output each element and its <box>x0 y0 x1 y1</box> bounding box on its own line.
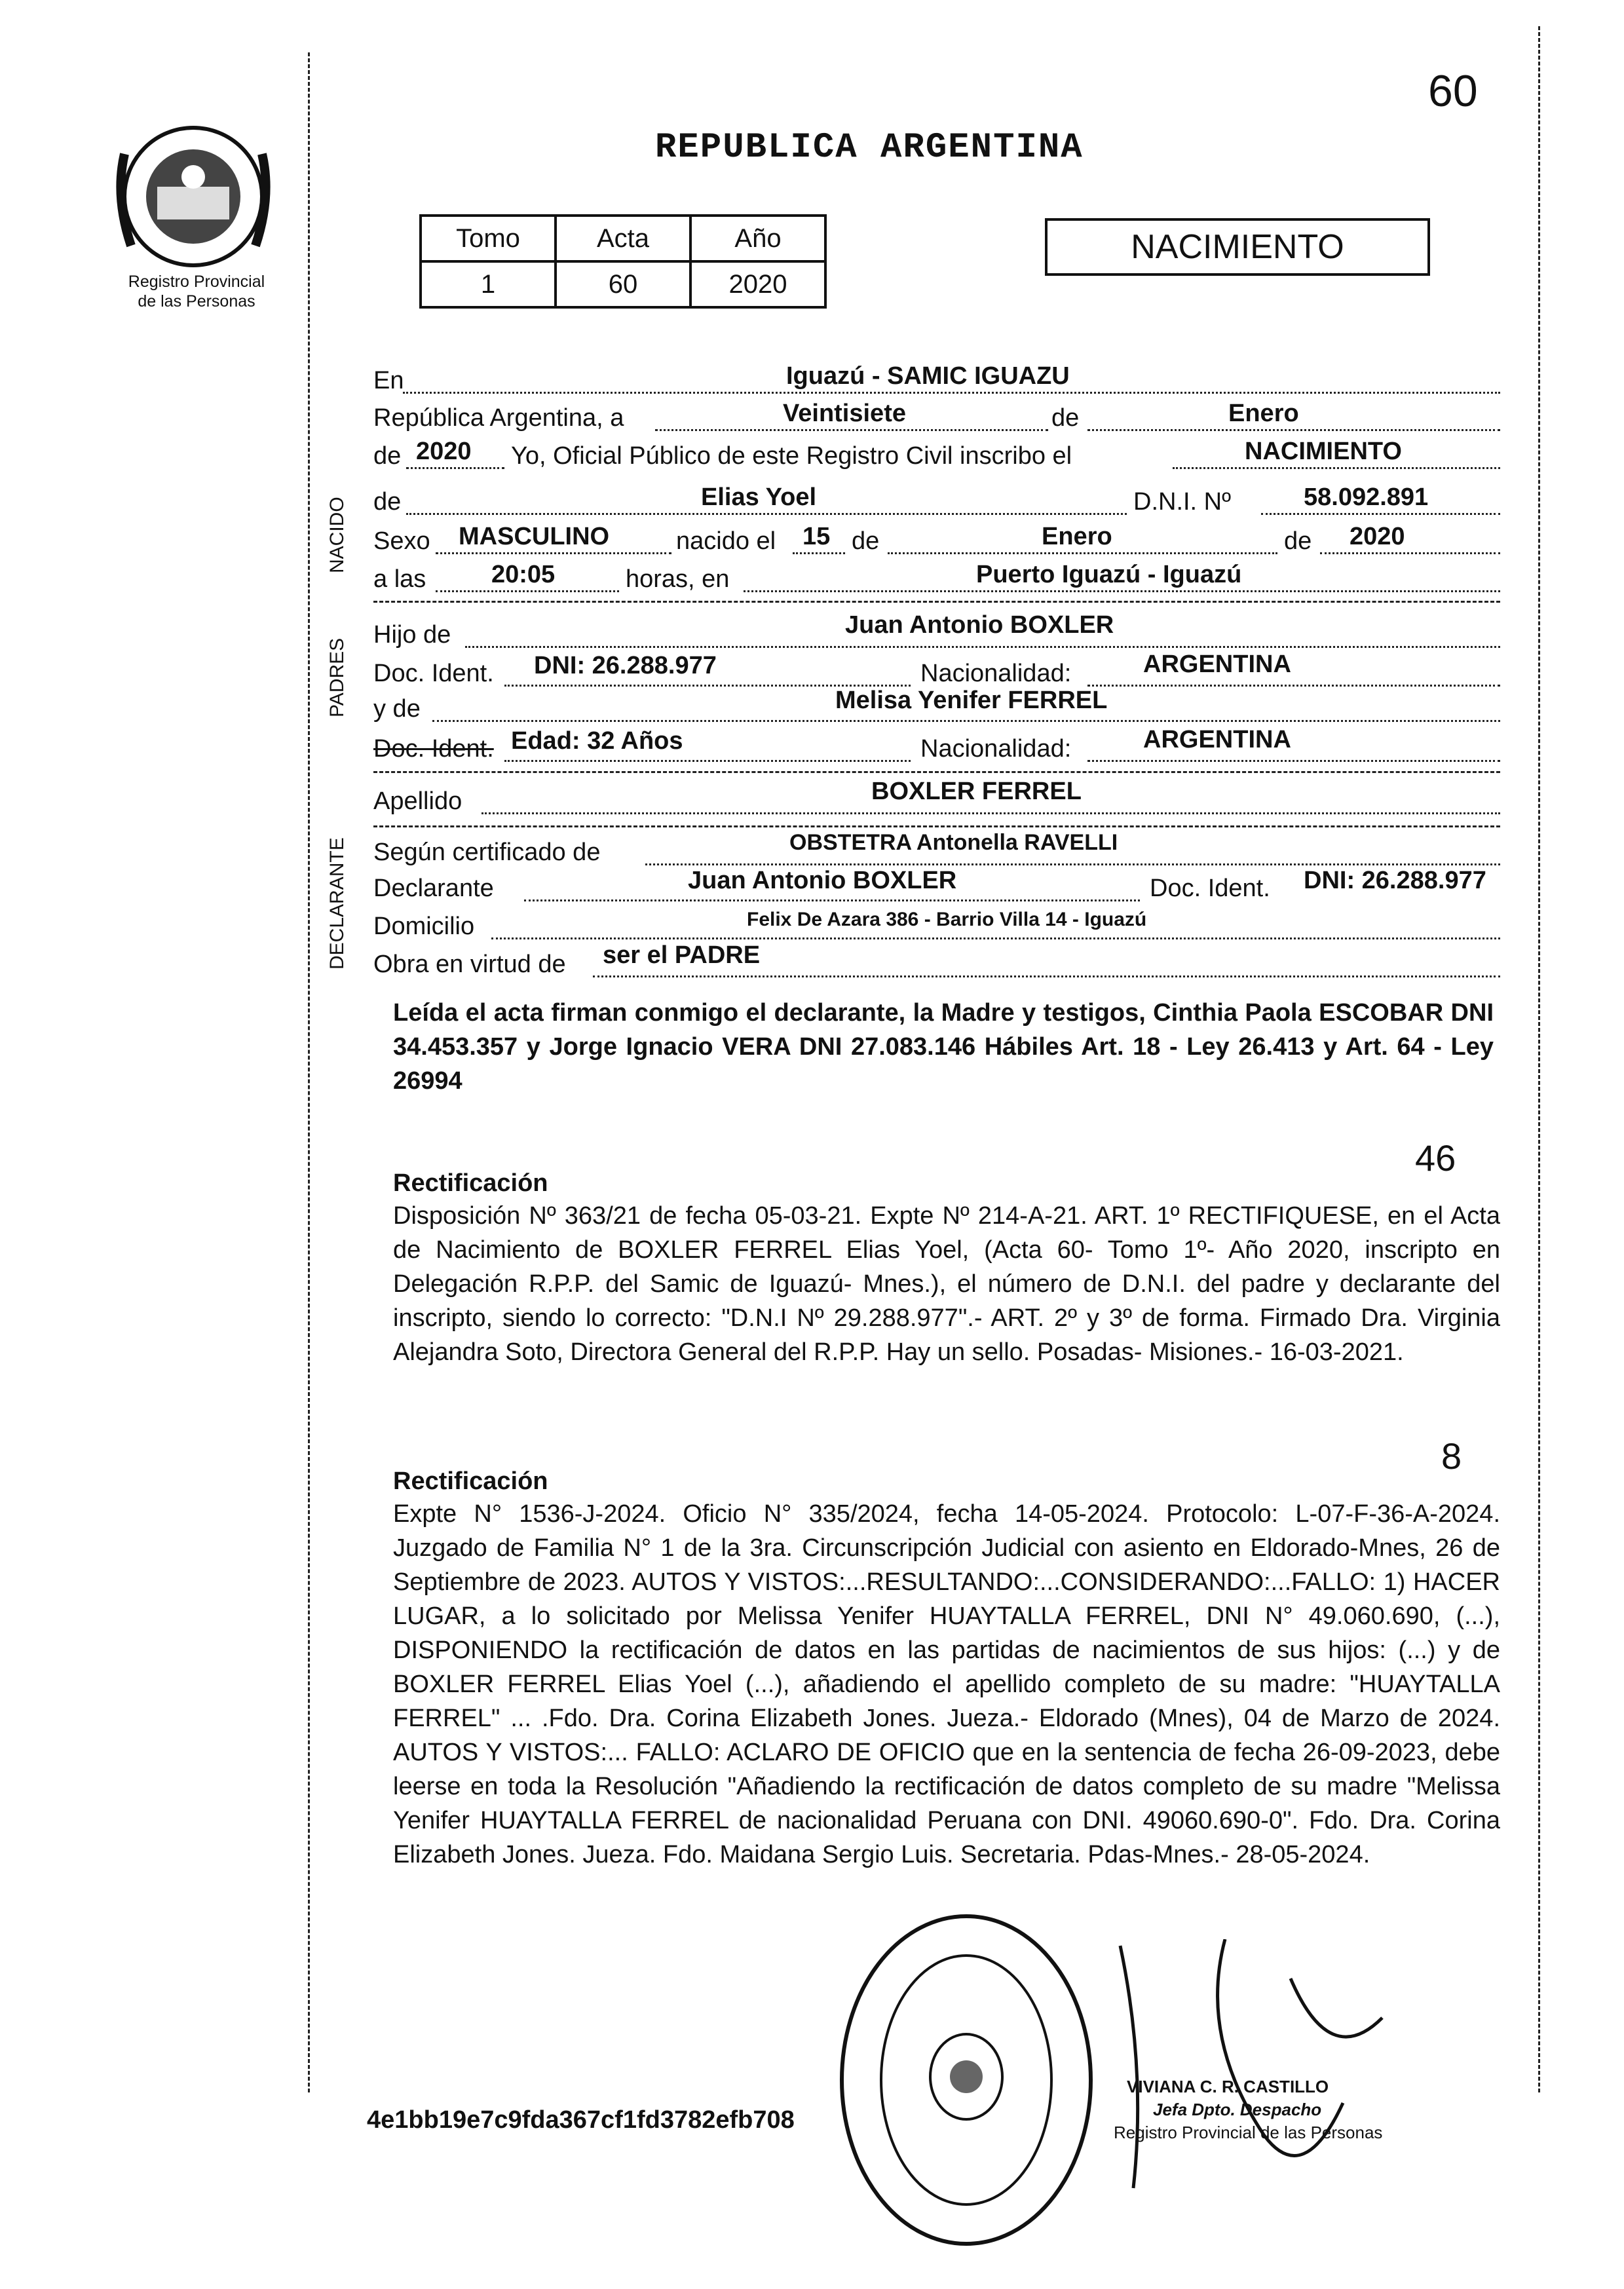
value-lugar-nac: Puerto Iguazú - Iguazú <box>976 561 1242 588</box>
record-type-box: NACIMIENTO <box>1045 218 1430 276</box>
value-dni: 58.092.891 <box>1304 483 1429 511</box>
value-hora: 20:05 <box>491 561 556 588</box>
label-doc-ident: Doc. Ident. <box>373 660 494 687</box>
dotline <box>524 899 1140 901</box>
value-mes: Enero <box>1228 400 1299 427</box>
label-de-name: de <box>373 488 402 516</box>
value-madre: Melisa Yenifer FERREL <box>835 687 1108 714</box>
value-madre-nac: ARGENTINA <box>1143 726 1291 753</box>
value-madre-edad: Edad: 32 Años <box>511 727 683 755</box>
note2-number: 8 <box>1441 1435 1462 1477</box>
label-apellido: Apellido <box>373 787 463 815</box>
value-tomo: 1 <box>421 261 556 307</box>
stamp-line2: Jefa Dpto. Despacho <box>1153 2100 1322 2119</box>
dotline <box>593 975 1500 977</box>
header-anio: Año <box>690 216 825 261</box>
label-republica: República Argentina, a <box>373 404 624 432</box>
dotline <box>504 760 911 762</box>
value-nac-mes: Enero <box>1042 523 1112 550</box>
label-nacido: nacido el <box>676 527 776 555</box>
label-de2: de <box>373 442 402 470</box>
label-hijo-de: Hijo de <box>373 621 451 649</box>
header-acta: Acta <box>556 216 690 261</box>
official-seal-icon <box>822 1900 1110 2260</box>
value-declarante-doc: DNI: 26.288.977 <box>1304 867 1486 894</box>
value-certificado: OBSTETRA Antonella RAVELLI <box>789 830 1118 855</box>
label-nacionalidad2: Nacionalidad: <box>920 735 1072 763</box>
value-nombre: Elias Yoel <box>701 483 817 511</box>
stamp-line1: VIVIANA C. R. CASTILLO <box>1127 2077 1329 2096</box>
value-acta: 60 <box>556 261 690 307</box>
section-separator <box>373 601 1500 603</box>
registry-caption <box>98 272 295 311</box>
label-obra: Obra en virtud de <box>373 951 566 978</box>
dotline <box>1087 685 1500 687</box>
label-de-m: de <box>852 527 880 555</box>
side-label-declarante: DECLARANTE <box>326 837 348 970</box>
value-lugar: Iguazú - SAMIC IGUAZU <box>786 362 1070 390</box>
registry-line1: Registro Provincial <box>128 273 265 291</box>
header-tomo: Tomo <box>421 216 556 261</box>
side-label-padres: PADRES <box>326 637 348 717</box>
note1-title: Rectificación <box>393 1169 548 1197</box>
label-yo: Yo, Oficial Público de este Registro Civil inscribo el <box>511 442 1072 470</box>
label-doc-ident2: Doc. Ident. <box>1150 875 1270 902</box>
dotline <box>1087 760 1500 762</box>
country-title: REPUBLICA ARGENTINA <box>655 128 1084 168</box>
dotline <box>465 646 1500 648</box>
stamp-line3: Registro Provincial de las Personas <box>1114 2123 1383 2142</box>
label-horas: horas, en <box>626 565 730 593</box>
label-a-las: a las <box>373 565 426 593</box>
label-declarante: Declarante <box>373 875 494 902</box>
value-obra: ser el PADRE <box>603 941 761 969</box>
label-domicilio: Domicilio <box>373 913 475 940</box>
value-apellido: BOXLER FERREL <box>871 778 1082 805</box>
signature-icon <box>1094 1939 1422 2195</box>
value-anio: 2020 <box>690 261 825 307</box>
label-dni: D.N.I. Nº <box>1133 488 1231 516</box>
right-fold-line <box>1538 26 1545 2092</box>
note2-title: Rectificación <box>393 1467 548 1495</box>
label-y-de: y de <box>373 695 421 723</box>
value-nac-anio: 2020 <box>1350 523 1405 550</box>
value-padre: Juan Antonio BOXLER <box>845 611 1114 639</box>
registry-line2: de las Personas <box>138 292 255 311</box>
dotline <box>432 720 1500 722</box>
value-sexo: MASCULINO <box>459 523 610 550</box>
label-doc-ident-struck: Doc. Ident. <box>373 735 494 763</box>
label-de-y: de <box>1284 527 1312 555</box>
value-declarante: Juan Antonio BOXLER <box>688 867 957 894</box>
label-de: de <box>1051 404 1080 432</box>
label-nacionalidad: Nacionalidad: <box>920 660 1072 687</box>
label-segun: Según certificado de <box>373 839 601 866</box>
value-dia: Veintisiete <box>783 400 906 427</box>
label-sexo: Sexo <box>373 527 430 555</box>
dotline <box>482 812 1500 814</box>
closing-statement: Leída el acta firman conmigo el declarante, la Madre y testigos, Cinthia Paola ESCOBAR DNI 34.453.357 y Jorge Ignacio VERA DNI 27.083.146 Hábiles Art. 18 - Ley 26.413 y Art. 64 - Ley 26994 <box>393 999 1494 1095</box>
section-separator <box>373 771 1500 773</box>
value-domicilio: Felix De Azara 386 - Barrio Villa 14 - Iguazú <box>747 909 1147 930</box>
province-logo-icon <box>111 115 275 278</box>
note1-number: 46 <box>1415 1137 1456 1179</box>
value-nac-dia: 15 <box>803 523 831 550</box>
dotline <box>1320 552 1500 554</box>
page-number: 60 <box>1428 66 1478 116</box>
note1-text: Disposición Nº 363/21 de fecha 05-03-21. Expte Nº 214-A-21. ART. 1º RECTIFIQUESE, en el Acta de Nacimiento de BOXLER FERREL Elias Yoel, (Acta 60- Tomo 1º- Año 2020, inscripto en Delegación R.P.P. del Samic de Iguazú- Mnes.), el número de D.N.I. del padre y declarante del inscripto, siendo lo correcto: "D.N.I Nº 29.288.977".- ART. 2º y 3º de forma. Firmado Dra. Virginia Alejandra Soto, Directora General del R.P.P. Hay un sello. Posadas- Misiones.- 16-03-2021. <box>393 1202 1500 1366</box>
value-padre-doc: DNI: 26.288.977 <box>534 652 717 679</box>
document-hash: 4e1bb19e7c9fda367cf1fd3782efb708 <box>367 2106 795 2134</box>
value-padre-nac: ARGENTINA <box>1143 651 1291 678</box>
value-acto: NACIMIENTO <box>1245 438 1402 465</box>
note2-text: Expte N° 1536-J-2024. Oficio N° 335/2024, fecha 14-05-2024. Protocolo: L-07-F-36-A-2024. Juzgado de Familia N° 1 de la 3ra. Circunscripción Judicial con asiento en Eldorado-Mnes, 26 de Septiembre de 2023. AUTOS Y VISTOS:...RESULTANDO:...CONSIDERANDO:...FALLO: 1) HACER LUGAR, a lo solicitado por Melissa Yenifer HUAYTALLA FERREL, DNI N° 49.060.690, (...), DISPONIENDO la rectificación de datos en las partidas de nacimientos de sus hijos: (...) y de BOXLER FERREL Elias Yoel (...), añadiendo el apellido completo de su madre: "HUAYTALLA FERREL" ... .Fdo. Dra. Corina Elizabeth Jones. Jueza.- Eldorado (Mnes), 04 de Marzo de 2024. AUTOS Y VISTOS:... FALLO: ACLARO DE OFICIO que en la sentencia de fecha 26-09-2023, debe leerse en toda la Resolución "Añadiendo la rectificación de datos completo de su madre "Melissa Yenifer HUAYTALLA FERREL de nacionalidad Peruana con DNI. 49060.690-0". Fdo. Dra. Corina Elizabeth Jones. Jueza. Fdo. Maidana Sergio Luis. Secretaria. Pdas-Mnes.- 28-05-2024. <box>393 1500 1500 1868</box>
left-fold-line <box>308 52 315 2092</box>
side-label-nacido: NACIDO <box>326 497 348 573</box>
value-anio: 2020 <box>416 438 472 465</box>
label-en: En <box>373 367 404 394</box>
record-table <box>419 214 827 309</box>
